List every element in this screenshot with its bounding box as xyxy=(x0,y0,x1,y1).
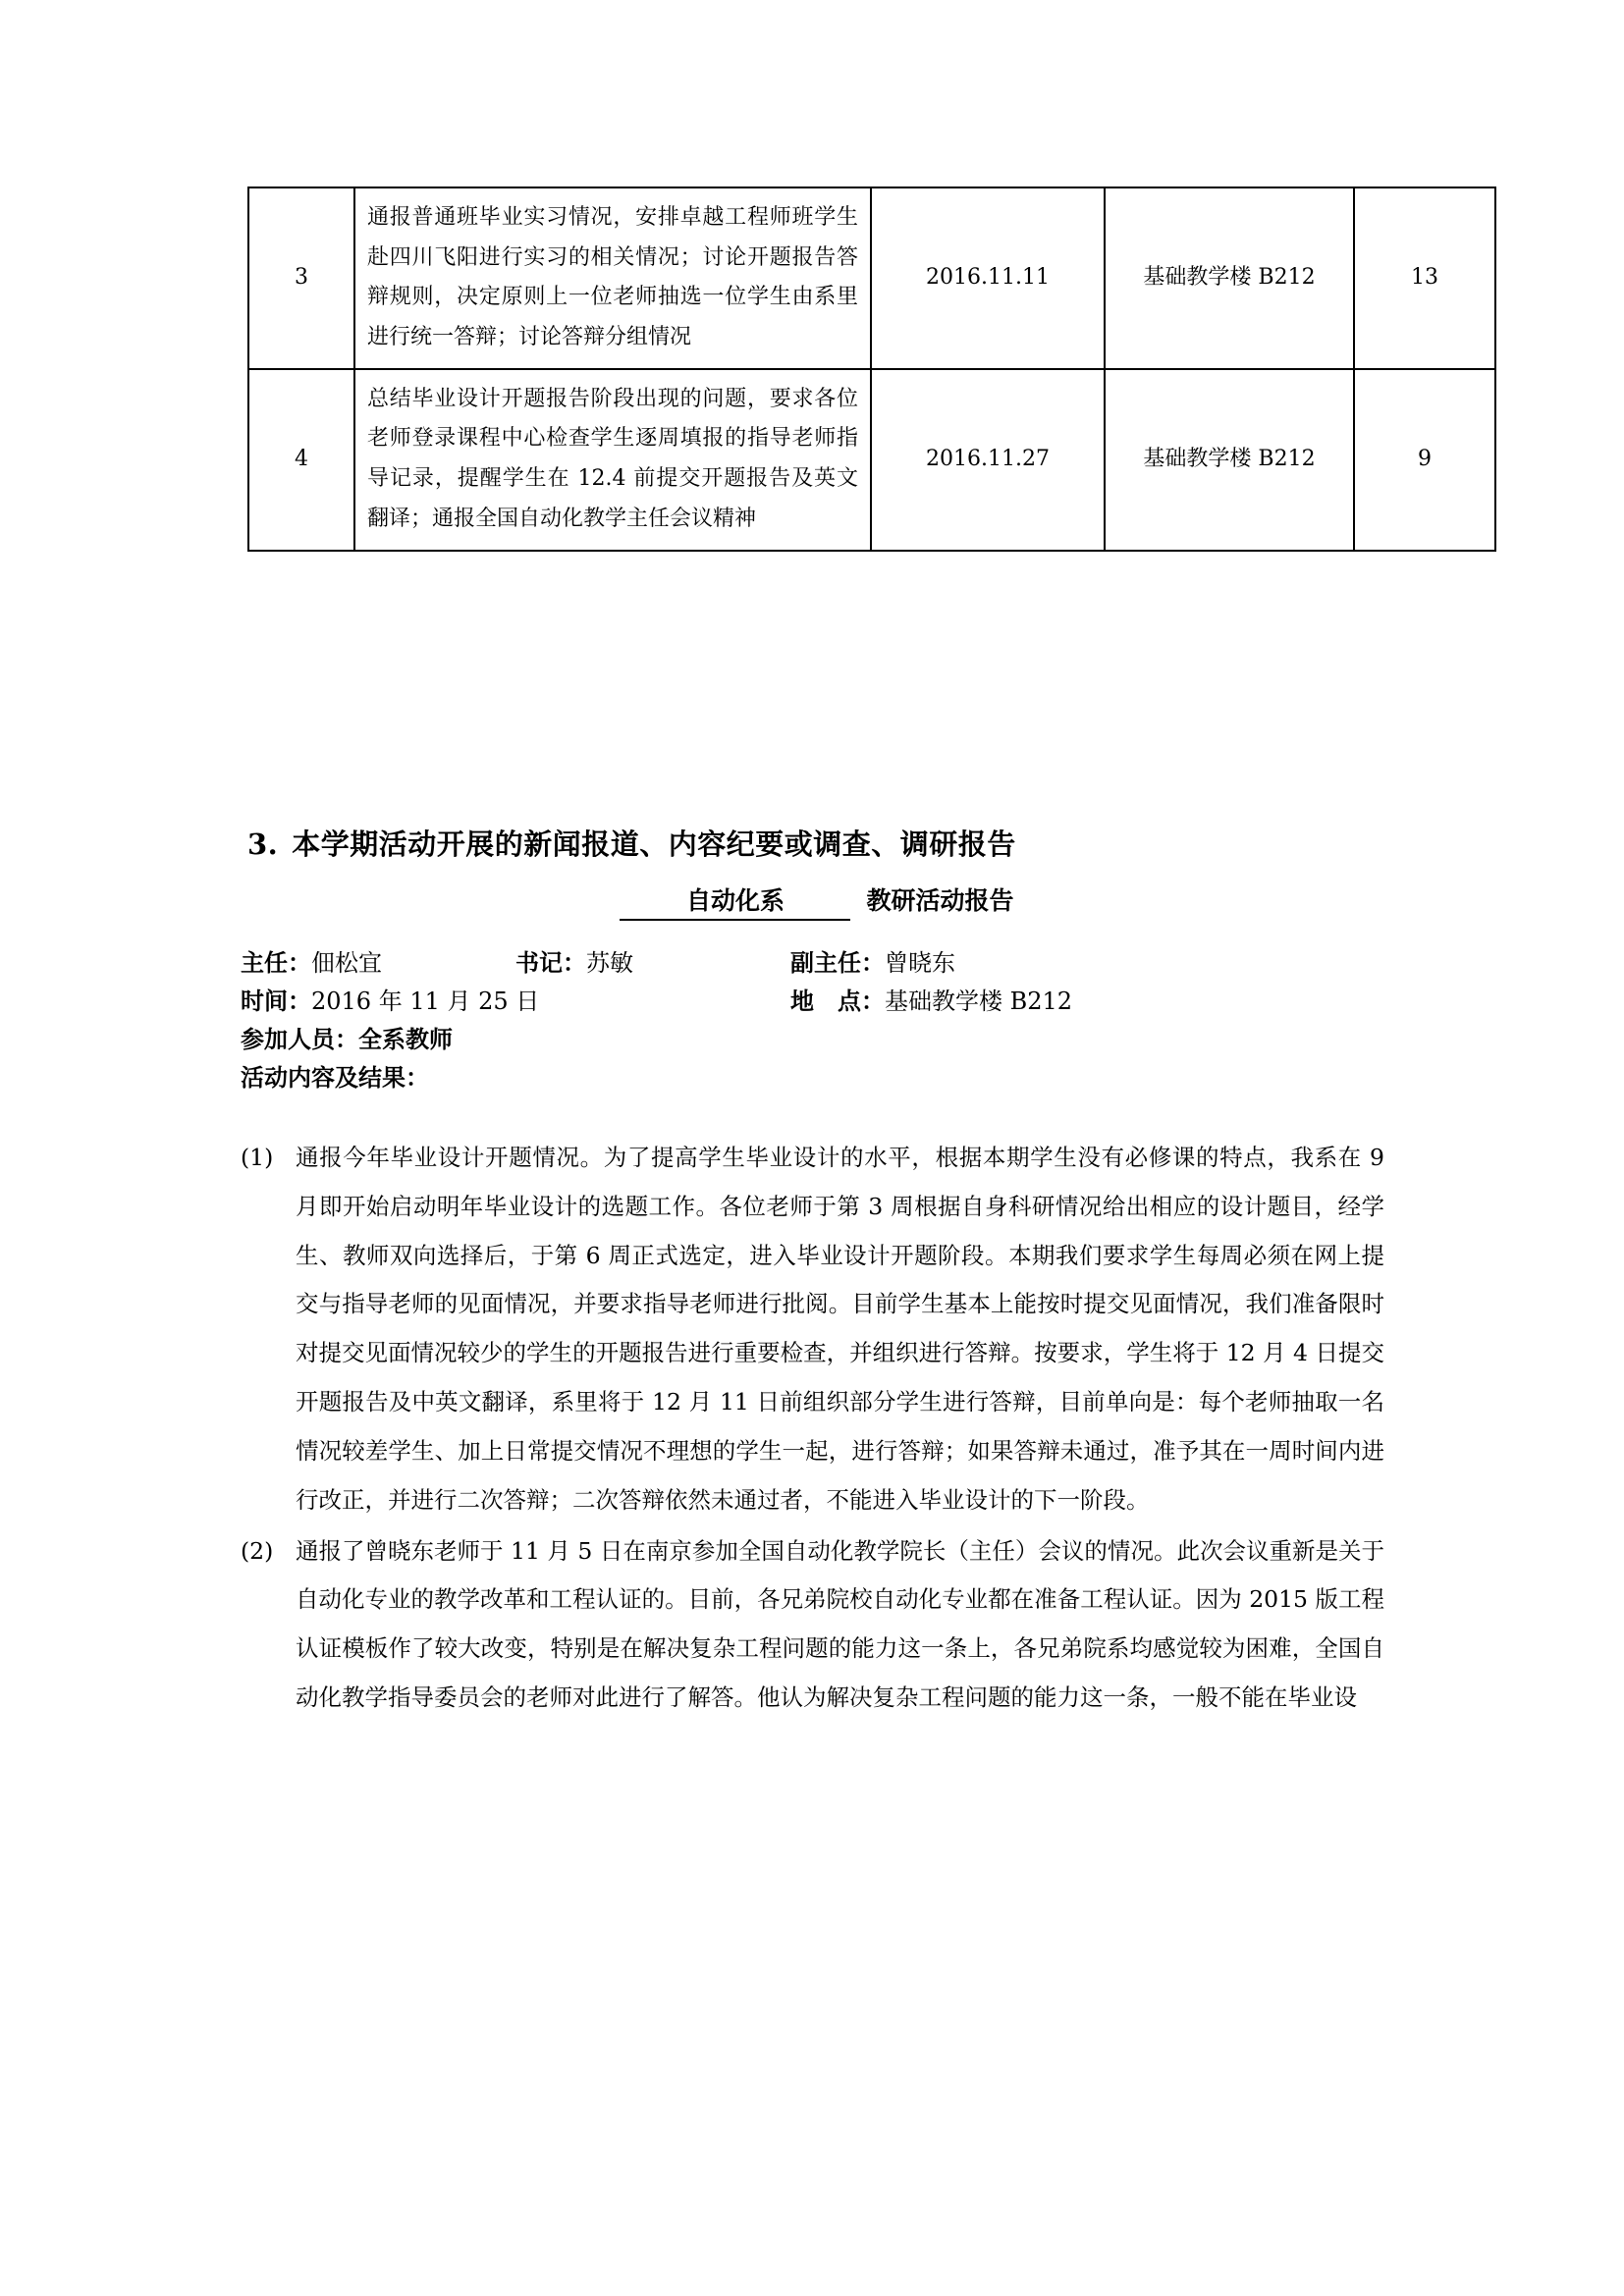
info-row-content-label xyxy=(241,1059,1399,1097)
row-count: 13 xyxy=(1354,187,1495,369)
info-vice-director xyxy=(790,944,955,983)
row-index: 3 xyxy=(248,187,354,369)
paragraph-text: 通报了曾晓东老师于 11 月 5 日在南京参加全国自动化教学院长（主任）会议的情况。此次会议重新是关于自动化专业的教学改革和工程认证的。目前，各兄弟院校自动化专业都在准备工程认证。因为 2015 版工程认证模板作了较大改变，特别是在解决复杂工程问题的能力这一条上，各兄弟院系均感觉较为困难，全国自动化教学指导委员会的老师对此进行了解答。他认为解决复杂工程问题的能力这一条，一般不能在毕业设 xyxy=(296,1536,1384,1711)
row-content: 总结毕业设计开题报告阶段出现的问题，要求各位老师登录课程中心检查学生逐周填报的指导老师指导记录，提醒学生在 12.4 前提交开题报告及英文翻译；通报全国自动化教学主任会议精神 xyxy=(354,369,871,551)
director-value: 佃松宜 xyxy=(311,949,382,977)
meeting-table xyxy=(247,187,1496,552)
row-date: 2016.11.11 xyxy=(871,187,1105,369)
time-label: 时间： xyxy=(241,986,311,1015)
paragraph-marker: (1) xyxy=(241,1144,274,1171)
section-title: 本学期活动开展的新闻报道、内容纪要或调查、调研报告 xyxy=(292,828,1016,861)
paragraph xyxy=(241,1527,1384,1723)
info-row-participants xyxy=(241,1021,1399,1059)
row-count: 9 xyxy=(1354,369,1495,551)
report-title xyxy=(247,881,1386,921)
row-place: 基础教学楼 B212 xyxy=(1105,187,1354,369)
info-row-leaders xyxy=(241,944,1399,983)
info-place xyxy=(790,983,1072,1021)
section-heading xyxy=(247,823,1386,863)
paragraph-marker: (2) xyxy=(241,1536,274,1565)
place-label: 地 点： xyxy=(790,986,885,1015)
time-value: 2016 年 11 月 25 日 xyxy=(311,987,540,1015)
vice-director-value: 曾晓东 xyxy=(885,949,955,977)
paragraph-text: 通报今年毕业设计开题情况。为了提高学生毕业设计的水平，根据本期学生没有必修课的特点，我系在 9 月即开始启动明年毕业设计的选题工作。各位老师于第 3 周根据自身科研情况给出相应的设计题目，经学生、教师双向选择后，于第 6 周正式选定，进入毕业设计开题阶段。本期我们要求学生每周必须在网上提交与指导老师的见面情况，并要求指导老师进行批阅。目前学生基本上能按时提交见面情况，我们准备限时对提交见面情况较少的学生的开题报告进行重要检查，并组织进行答辩。按要求，学生将于 12 月 4 日提交开题报告及中英文翻译，系里将于 12 月 11 日前组织部分学生进行答辩，目前单向是：每个老师抽取一名情况较差学生、加上日常提交情况不理想的学生一起，进行答辩；如果答辩未通过，准予其在一周时间内进行改正，并进行二次答辩；二次答辩依然未通过者，不能进入毕业设计的下一阶段。 xyxy=(296,1144,1384,1514)
secretary-label: 书记： xyxy=(515,948,586,977)
director-label: 主任： xyxy=(241,948,311,977)
participants-label: 参加人员： xyxy=(241,1024,358,1053)
vice-director-label: 副主任： xyxy=(790,948,885,977)
secretary-value: 苏敏 xyxy=(586,949,633,977)
info-time xyxy=(241,983,790,1021)
row-place: 基础教学楼 B212 xyxy=(1105,369,1354,551)
row-index: 4 xyxy=(248,369,354,551)
info-director xyxy=(241,944,515,983)
row-date: 2016.11.27 xyxy=(871,369,1105,551)
content-label: 活动内容及结果： xyxy=(241,1062,429,1092)
info-row-time-place xyxy=(241,983,1399,1021)
report-title-suffix: 教研活动报告 xyxy=(866,886,1014,915)
report-body xyxy=(241,1134,1384,1725)
participants-value: 全系教师 xyxy=(358,1024,453,1053)
report-department: 自动化系 xyxy=(620,881,850,921)
report-info-block xyxy=(241,944,1399,1097)
section-number: 3. xyxy=(247,828,279,861)
place-value: 基础教学楼 B212 xyxy=(885,987,1073,1015)
paragraph xyxy=(241,1134,1384,1525)
row-content: 通报普通班毕业实习情况，安排卓越工程师班学生赴四川飞阳进行实习的相关情况；讨论开题报告答辩规则，决定原则上一位老师抽选一位学生由系里进行统一答辩；讨论答辩分组情况 xyxy=(354,187,871,369)
meeting-table-container xyxy=(247,187,1438,552)
table-row xyxy=(248,187,1495,369)
info-secretary xyxy=(515,944,790,983)
table-row xyxy=(248,369,1495,551)
